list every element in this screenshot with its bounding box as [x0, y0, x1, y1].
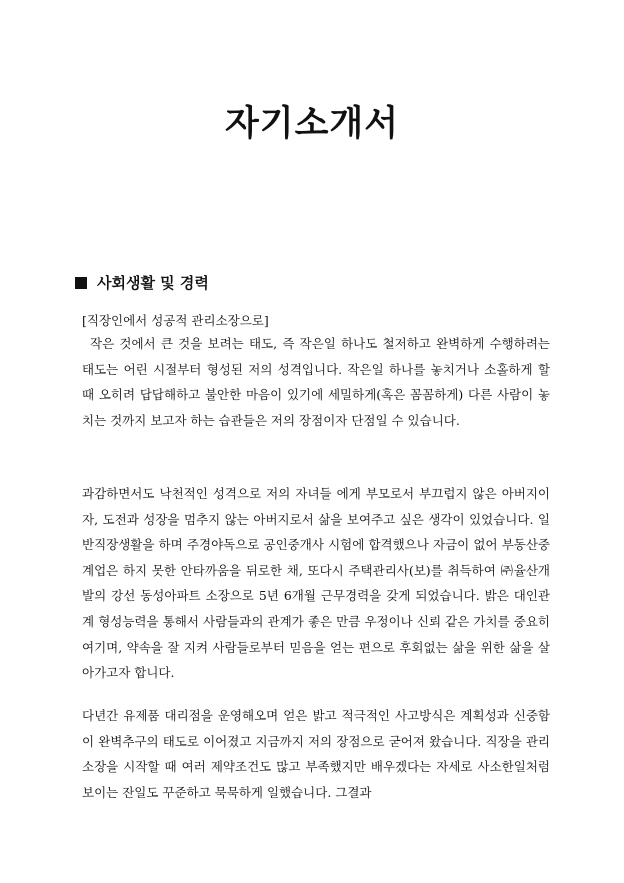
paragraph-2: 과감하면서도 낙천적인 성격으로 저의 자녀들 에게 부모로서 부끄럽지 않은 아버지이자, 도전과 성장을 멈추지 않는 아버지로서 삶을 보여주고 싶은 생각이 있었습니다. 일반직장생활을 하며 주경야독으로 공인중개사 시험에 합격했으나 자금이 없어 부동산중계업은 하지 못한 안타까움을 뒤로한 채, 또다시 주택관리사(보)를 취득하여 ㈜율산개발의 강선 동성아파트 소장으로 5년 6개월 근무경력을 갖게 되었습니다. 밝은 대인관계 형성능력을 통해서 사람들과의 관계가 좋은 만큼 우정이나 신뢰 같은 가치를 중요히 여기며, 약속을 잘 지켜 사람들로부터 믿음을 얻는 편으로 후회없는 삶을 위한 삶을 살아가고자 합니다. — [82, 486, 550, 681]
subheading: [직장인에서 성공적 관리소장으로] — [82, 313, 269, 328]
section-heading — [75, 272, 209, 293]
paragraph-3: 다년간 유제품 대리점을 운영해오며 얻은 밝고 적극적인 사고방식은 계획성과 신중함이 완벽추구의 태도로 이어졌고 지금까지 저의 장점으로 굳어져 왔습니다. 직장을 관리소장을 시작할 때 여러 제약조건도 많고 부족했지만 배우겠다는 자세로 사소한일처럼 보이는 잔일도 꾸준하고 묵묵하게 일했습니다. 그결과 — [82, 708, 550, 800]
black-square-bullet-icon — [75, 277, 87, 289]
paragraph-1: 작은 것에서 큰 것을 보려는 태도, 즉 작은일 하나도 철저하고 완벽하게 수행하려는 태도는 어린 시절부터 형성된 저의 성격입니다. 작은일 하나를 놓치거나 소홀하게 할 때 오히려 답답해하고 불안한 마음이 있기에 세밀하게(혹은 꼼꼼하게) 다른 사람이 놓치는 것까지 보고자 하는 습관들은 저의 장점이자 단점일 수 있습니다. — [82, 336, 550, 428]
section-heading-text: 사회생활 및 경력 — [97, 274, 209, 292]
document-title: 자기소개서 — [224, 104, 400, 144]
